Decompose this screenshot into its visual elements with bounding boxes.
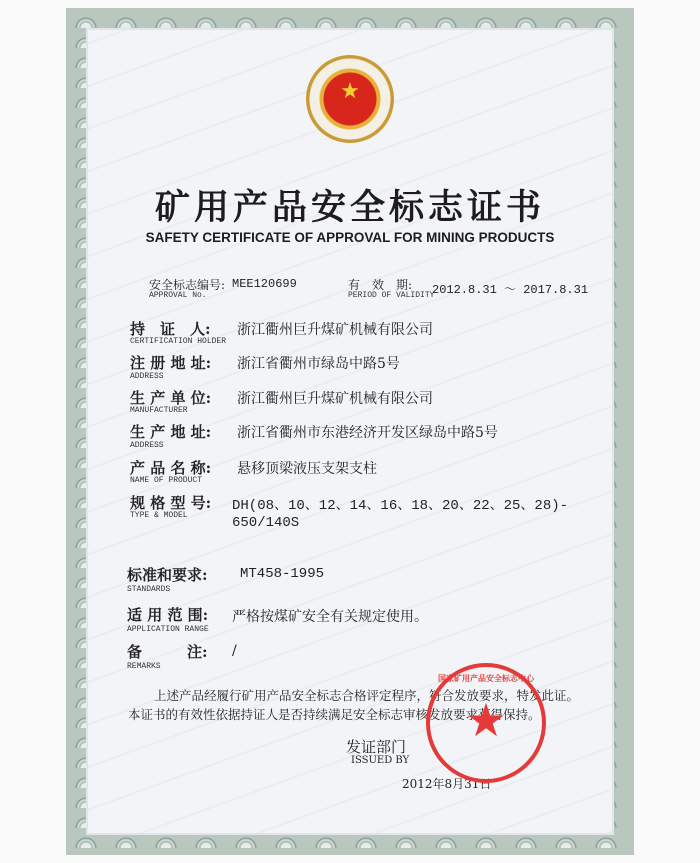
national-emblem-seal: [306, 55, 394, 143]
field-label-en: ADDRESS: [130, 372, 164, 381]
field-label: 标准和要求:: [127, 566, 208, 584]
field-label: 注 册 地 址:: [130, 354, 212, 372]
issue-date: 2012年8月31日: [402, 777, 492, 791]
field-label-en: CERTIFICATION HOLDER: [130, 337, 227, 346]
field-label: 生 产 地 址:: [130, 423, 212, 441]
field-label: 备 注:: [127, 643, 208, 661]
field-label-en: STANDARDS: [127, 585, 171, 594]
star-icon: ★: [340, 79, 360, 104]
validity-label-en: PERIOD OF VALIDITY: [348, 291, 435, 300]
statement-paragraph: 上述产品经履行矿用产品安全标志合格评定程序，符合发放要求，特发此证。本证书的有效性依据持证人是否持续满足安全标志审核发放要求获得保持。: [128, 688, 580, 722]
field-label-en: APPLICATION RANGE: [127, 625, 209, 634]
field-label-en: NAME OF PRODUCT: [130, 476, 203, 485]
approval-label: 安全标志编号:: [149, 278, 226, 292]
approval-number: MEE120699: [232, 277, 297, 291]
field-value: 浙江衢州巨升煤矿机械有限公司: [237, 322, 433, 338]
field-value: 浙江衢州巨升煤矿机械有限公司: [237, 391, 433, 407]
certificate-title-en: SAFETY CERTIFICATE OF APPROVAL FOR MINING PRODUCTS: [145, 230, 555, 245]
validity-label: 有 效 期:: [348, 278, 413, 292]
field-value: 浙江省衢州市东港经济开发区绿岛中路5号: [237, 425, 498, 441]
field-value: DH(08、10、12、14、16、18、20、22、25、28)-: [232, 498, 569, 514]
field-label: 适 用 范 围:: [127, 606, 209, 624]
field-label: 产 品 名 称:: [130, 459, 212, 477]
field-label-en: TYPE & MODEL: [130, 511, 188, 520]
field-label: 生 产 单 位:: [130, 389, 212, 407]
field-label-en: REMARKS: [127, 662, 161, 671]
seal-text: 国家矿用产品安全标志中心: [438, 673, 534, 683]
field-label: 规 格 型 号:: [130, 494, 212, 512]
red-official-seal: [426, 663, 546, 783]
field-value: MT458-1995: [240, 566, 325, 582]
issuer-label-en: ISSUED BY: [351, 755, 410, 766]
field-label-en: MANUFACTURER: [130, 406, 188, 415]
field-value-line2: 650/140S: [232, 515, 300, 531]
validity-period: 2012.8.31 ～ 2017.8.31: [432, 283, 589, 297]
certificate-title-cn: 矿用产品安全标志证书: [154, 187, 545, 228]
issuer-label: 发证部门: [346, 738, 407, 756]
field-value: 严格按煤矿安全有关规定使用。: [232, 609, 428, 625]
field-value: 浙江省衢州市绿岛中路5号: [237, 356, 400, 372]
field-value: 悬移顶梁液压支架支柱: [237, 461, 377, 477]
field-value: /: [232, 643, 237, 659]
field-label-en: ADDRESS: [130, 441, 164, 450]
star-icon: ★: [465, 693, 507, 747]
field-label: 持 证 人:: [130, 320, 211, 338]
approval-label-en: APPROVAL No.: [149, 291, 207, 300]
